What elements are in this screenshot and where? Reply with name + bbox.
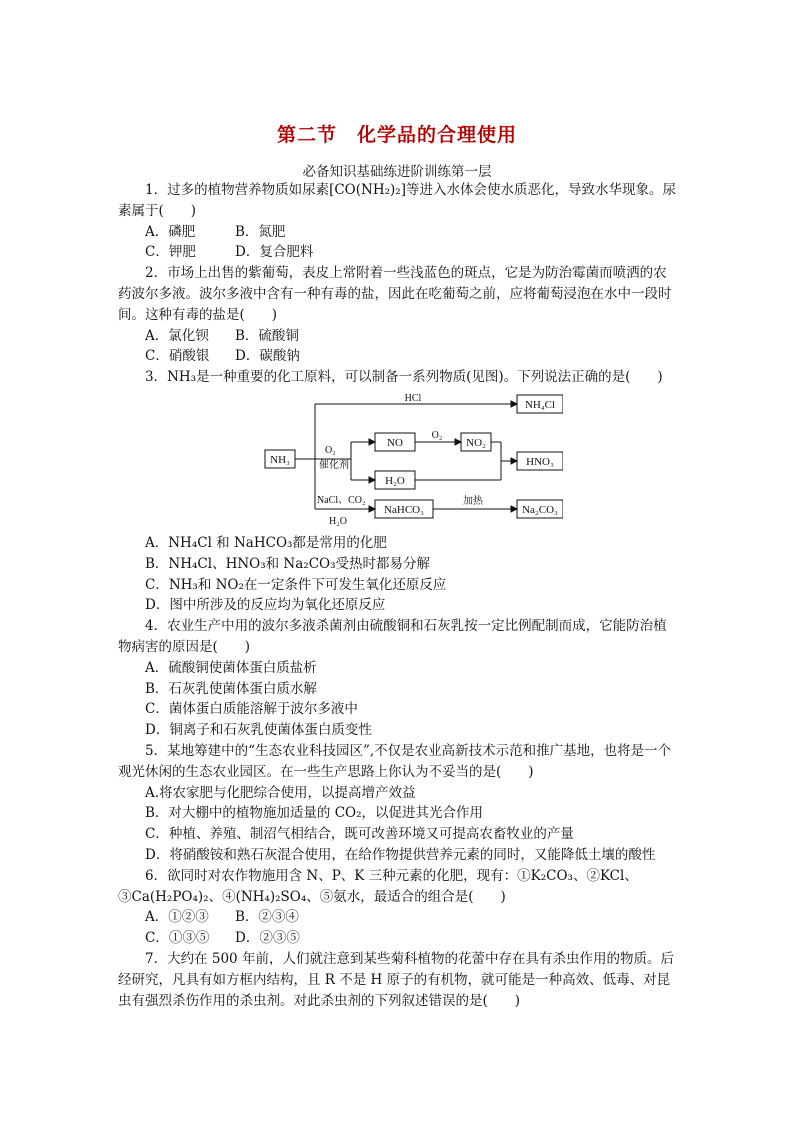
q4-option-b: B．石灰乳使菌体蛋白质水解: [145, 680, 317, 697]
q2-options-row1: [118, 326, 678, 347]
o2-label-a: O₂: [325, 444, 336, 456]
q1-option-a: A．磷肥: [145, 223, 196, 240]
q6-option-c: C．①③⑤: [145, 930, 210, 947]
q6-option-a: A．①②③: [145, 909, 209, 926]
page-title: 第二节 化学品的合理使用: [276, 124, 517, 146]
q1-options-row2: [118, 242, 678, 263]
q5-option-a: A.将农家肥与化肥综合使用，以提高增产效益: [145, 784, 416, 801]
q3-option-b: B．NH₄Cl、HNO₃和 Na₂CO₃受热时都易分解: [145, 555, 431, 572]
no2-label: NO₂: [466, 436, 486, 449]
q6-options-row1: [118, 907, 678, 928]
q3-option-d: D．图中所涉及的反应均为氧化还原反应: [145, 597, 386, 614]
q5-option-c: C．种植、养殖、制沼气相结合，既可改善环境又可提高农畜牧业的产量: [145, 826, 574, 843]
q1-options-row1: [118, 222, 678, 243]
h2o-condition-label: H₂O: [329, 515, 347, 527]
q1-option-d: D．复合肥料: [235, 244, 314, 261]
q1-stem: 1．过多的植物营养物质如尿素[CO(NH₂)₂]等进入水体会使水质恶化，导致水华现象。尿素属于( ): [118, 182, 676, 219]
h2o-box-label: H₂O: [385, 474, 405, 487]
q4-stem: 4．农业生产中用的波尔多液杀菌剂由硫酸铜和石灰乳按一定比例配制而成，它能防治植物病害的原因是( ): [118, 618, 667, 655]
q1-option-c: C．钾肥: [145, 244, 196, 261]
q2-options-row2: [118, 346, 678, 367]
hno3-label: HNO₃: [526, 455, 554, 468]
catalyst-label: 催化剂: [319, 459, 349, 471]
section-subtitle: 必备知识基础练进阶训练第一层: [302, 164, 492, 180]
q6-options-row2: [118, 928, 678, 949]
q6-option-d: D．②③⑤: [235, 930, 300, 947]
q1-option-b: B．氮肥: [235, 223, 286, 240]
q2-option-d: D．碳酸钠: [235, 348, 300, 365]
q5-option-d: D．将硝酸铵和熟石灰混合使用，在给作物提供营养元素的同时，又能降低土壤的酸性: [145, 846, 656, 863]
nh4cl-label: NH₄Cl: [524, 398, 556, 411]
no-label: NO: [387, 436, 403, 449]
reaction-flowchart: [263, 394, 563, 529]
q6-option-b: B．②③④: [235, 909, 299, 926]
question-list: [118, 180, 678, 1011]
q5-stem: 5．某地筹建中的“生态农业科技园区”,不仅是农业高新技术示范和推广基地，也将是一个观光休闲的生态农业园区。在一些生产思路上你认为不妥当的是( ): [118, 742, 672, 780]
q3-stem: 3．NH₃是一种重要的化工原料，可以制备一系列物质(见图)。下列说法正确的是( ): [145, 369, 663, 386]
q4-option-c: C．菌体蛋白质能溶解于波尔多液中: [145, 701, 358, 718]
q4-option-a: A．硫酸铜使菌体蛋白质盐析: [145, 659, 317, 676]
q5-option-b: B．对大棚中的植物施加适量的 CO₂，以促进其光合作用: [145, 805, 484, 822]
q3-option-c: C．NH₃和 NO₂在一定条件下可发生氧化还原反应: [145, 576, 447, 593]
q7-stem: 7．大约在 500 年前，人们就注意到某些菊科植物的花蕾中存在具有杀虫作用的物质。后经研究，凡具有如方框内结构，且 R 不是 H 原子的有机物，就可能是一种高效、低毒、对昆虫有强烈杀伤作用的杀虫剂。对此杀虫剂的下列叙述错误的是( ): [118, 950, 674, 1009]
q2-option-a: A．氯化钡: [145, 327, 209, 344]
q2-option-b: B．硫酸铜: [235, 327, 299, 344]
q6-stem: 6．欲同时对农作物施用含 N、P、K 三种元素的化肥，现有：①K₂CO₃、②KCl、③Ca(H₂PO₄)₂、④(NH₄)₂SO₄、⑤氨水，最适合的组合是( ): [118, 867, 638, 905]
heat-label: 加热: [463, 495, 483, 507]
q2-stem: 2．市场上出售的紫葡萄，表皮上常附着一些浅蓝色的斑点，它是为防治霉菌而喷洒的农药波尔多液。波尔多液中含有一种有毒的盐，因此在吃葡萄之前，应将葡萄浸泡在水中一段时间。这种有毒的盐是( ): [118, 265, 672, 323]
q3-option-a: A．NH₄Cl 和 NaHCO₃都是常用的化肥: [145, 534, 387, 551]
nahco3-label: NaHCO₃: [384, 503, 424, 516]
hcl-label: HCl: [404, 393, 422, 404]
nacl-co2-label: NaCl、CO₂: [317, 494, 366, 506]
o2-label-b: O₂: [431, 429, 443, 441]
q4-option-d: D．铜离子和石灰乳使菌体蛋白质变性: [145, 722, 372, 739]
nh3-label: NH₃: [270, 453, 290, 466]
q2-option-c: C．硝酸银: [145, 348, 210, 365]
nh3-reaction-diagram: [118, 394, 678, 529]
na2co3-label: Na₂CO₃: [522, 503, 558, 516]
